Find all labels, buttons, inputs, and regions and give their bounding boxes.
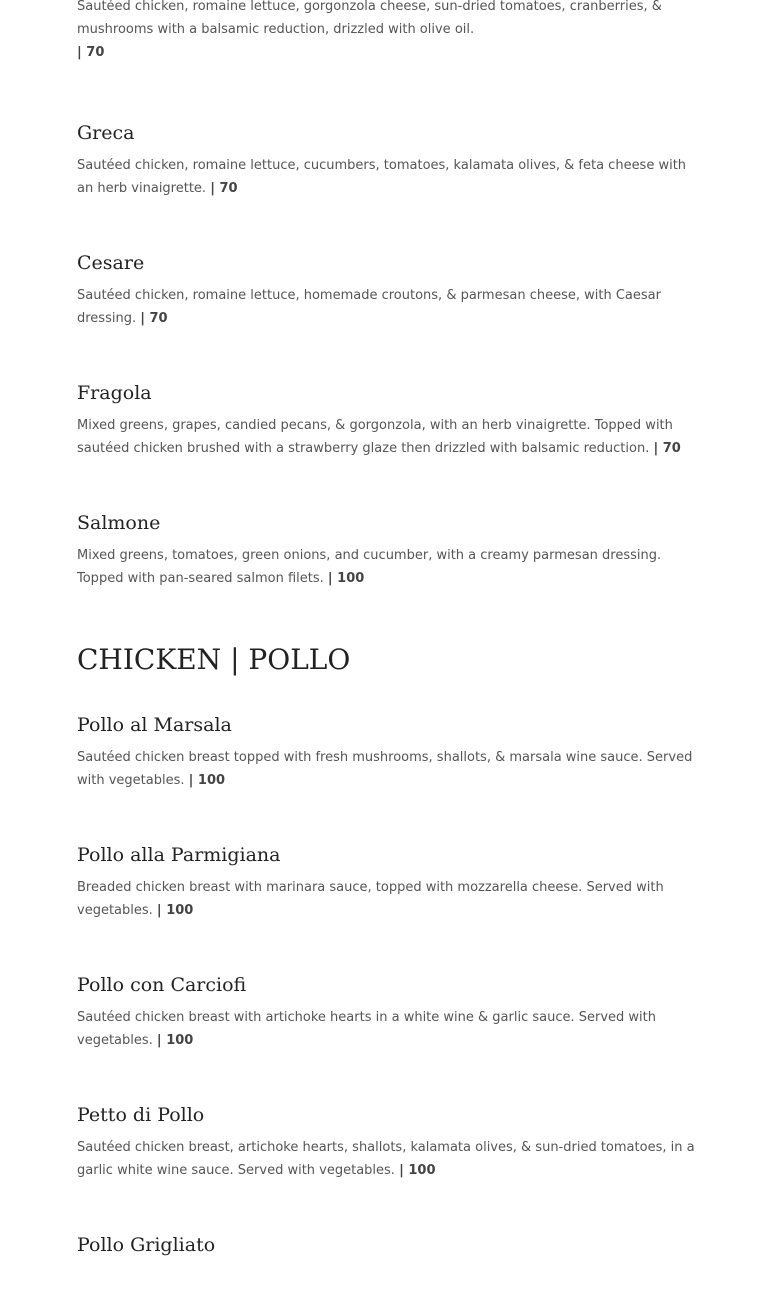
menu-item-name: Pollo alla Parmigiana xyxy=(77,844,281,866)
menu-item xyxy=(77,250,697,330)
menu-item-name: Petto di Pollo xyxy=(77,1104,205,1126)
section-title-chicken: CHICKEN | POLLO xyxy=(77,643,351,676)
menu-item-price: | 70 xyxy=(653,441,681,456)
menu-item-price: | 70 xyxy=(140,311,168,326)
menu-item-description: Breaded chicken breast with marinara sauce, topped with mozzarella cheese. Served with vegetables. | 100 xyxy=(77,880,664,918)
menu-item-description: Sautéed chicken breast topped with fresh mushrooms, shallots, & marsala wine sauce. Served with vegetables. | 100 xyxy=(77,750,693,788)
menu-item xyxy=(77,380,697,460)
menu-item-price: | 70 xyxy=(77,45,105,60)
menu-item-price: | 100 xyxy=(156,1033,194,1048)
menu-item xyxy=(77,972,697,1052)
menu-item-description: Mixed greens, grapes, candied pecans, & gorgonzola, with an herb vinaigrette. Topped with sautéed chicken brushed with a strawberry glaze then drizzled with balsamic reduction. | 70 xyxy=(77,418,681,456)
menu-item xyxy=(77,712,697,792)
menu-item-name: Pollo Grigliato xyxy=(77,1234,216,1256)
menu-content xyxy=(77,0,697,1308)
menu-item-name: Salmone xyxy=(77,512,161,534)
menu-item-description: Sautéed chicken breast, artichoke hearts, shallots, kalamata olives, & sun-dried tomatoes, in a garlic white wine sauce. Served with vegetables. | 100 xyxy=(77,1140,695,1178)
menu-item-description: Sautéed chicken, romaine lettuce, cucumbers, tomatoes, kalamata olives, & feta cheese with an herb vinaigrette. | 70 xyxy=(77,158,687,196)
menu-item-name: Fragola xyxy=(77,382,152,404)
menu-item-price: | 100 xyxy=(156,903,194,918)
menu-item-name: Pollo con Carciofi xyxy=(77,974,247,996)
menu-item-name: Cesare xyxy=(77,252,145,274)
menu-item-description: Sautéed chicken, romaine lettuce, homemade croutons, & parmesan cheese, with Caesar dressing. | 70 xyxy=(77,288,661,326)
menu-item-price: | 100 xyxy=(327,571,365,586)
menu-item-price: | 100 xyxy=(399,1163,436,1178)
menu-item xyxy=(77,1232,697,1258)
menu-item xyxy=(77,120,697,200)
menu-item-description: Sautéed chicken, romaine lettuce, gorgonzola cheese, sun-dried tomatoes, cranberries, & mushrooms with a balsamic reduction, drizzled with olive oil. | 70 xyxy=(77,0,662,60)
menu-item-description: Sautéed chicken breast with artichoke hearts in a white wine & garlic sauce. Served with vegetables. | 100 xyxy=(77,1010,656,1048)
menu-item-price: | 100 xyxy=(188,773,226,788)
menu-item-description: Mixed greens, tomatoes, green onions, and cucumber, with a creamy parmesan dressing. Topped with pan-seared salmon filets. | 100 xyxy=(77,548,662,586)
menu-item-name: Pollo al Marsala xyxy=(77,714,232,736)
menu-item xyxy=(77,510,697,590)
menu-item xyxy=(77,842,697,922)
menu-item xyxy=(77,1102,697,1182)
menu-item-name: Greca xyxy=(77,122,135,144)
menu-item-price: | 70 xyxy=(210,181,238,196)
